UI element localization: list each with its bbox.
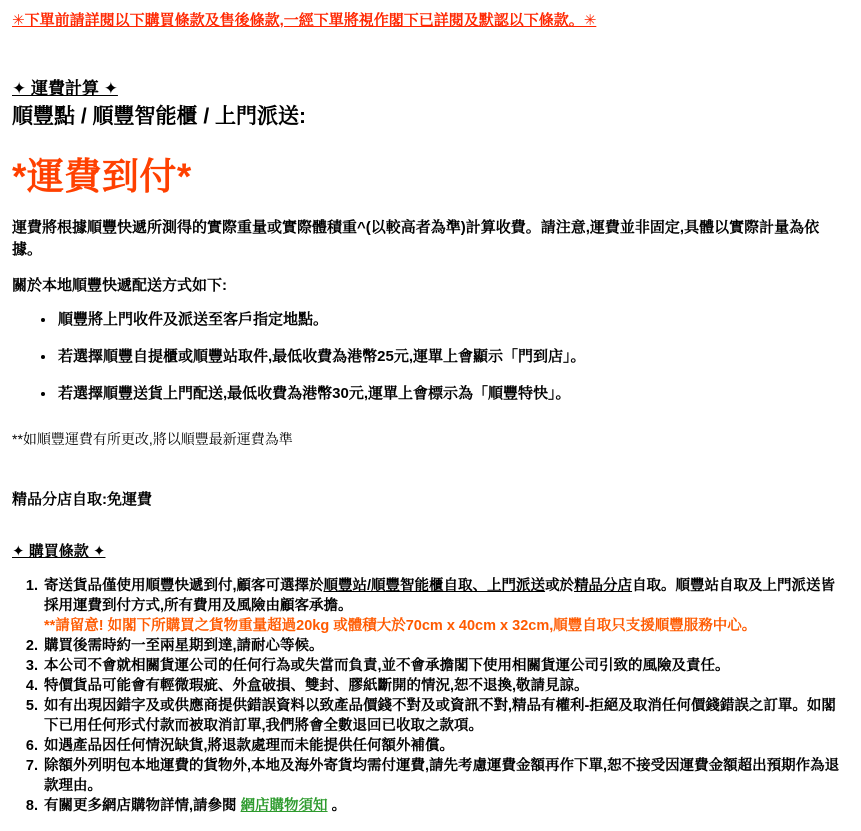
term-item-freight-refund: 7. 除額外列明包本地運費的貨物外,本地及海外寄貨均需付運費,請先考慮運費金額再作下單,恕不接受因運費金額超出預期作為退款理由。 xyxy=(42,756,845,796)
term-text-underlined: 順豐站/順豐智能櫃自取、上門派送 xyxy=(323,577,546,594)
term-text: 自取。順豐站自取及上門派送皆採用運費到付方式,所有費用及風險由顧客承擔。 xyxy=(44,577,836,614)
delivery-option-home-delivery: • 若選擇順豐送貨上門配送,最低收費為港幣30元,運單上會標示為「順豐特快」。 xyxy=(56,383,845,404)
term-item-discounted-goods: 4. 特價貨品可能會有輕微瑕疵、外盒破損、雙封、膠紙斷開的情況,恕不退換,敬請見諒。 xyxy=(42,676,845,696)
store-shopping-guide-link[interactable]: 網店購物須知 xyxy=(240,797,328,814)
term-item-out-of-stock: 6. 如遇產品因任何情況缺貨,將退款處理而未能提供任何額外補償。 xyxy=(42,736,845,756)
local-delivery-intro: 關於本地順豐快遞配送方式如下: xyxy=(12,276,227,294)
delivery-options-list xyxy=(12,309,845,404)
term-item-delivery-time: 2. 購買後需時約一至兩星期到達,請耐心等候。 xyxy=(42,636,845,656)
delivery-option-door-pickup: • 順豐將上門收件及派送至客戶指定地點。 xyxy=(56,309,845,330)
purchase-terms-heading: ✦ 購買條款 ✦ xyxy=(12,542,106,560)
pre-order-notice: ✳下單前請詳閱以下購買條款及售後條款,一經下單將視作閣下已詳閱及默認以下條款。✳ xyxy=(12,12,597,29)
term-text-underlined: 精品分店 xyxy=(574,577,633,594)
sf-delivery-subheading: 順豐點 / 順豐智能櫃 / 上門派送: xyxy=(12,105,306,129)
delivery-option-locker-station: • 若選擇順豐自提櫃或順豐站取件,最低收費為港幣25元,運單上會顯示「門到店」。 xyxy=(56,346,845,367)
oversize-warning: **請留意! 如閣下所購買之貨物重量超過20kg 或體積大於70cm x 40cm x 32cm,順豐自取只支援順豐服務中心。 xyxy=(44,617,757,634)
term-text: 寄送貨品僅使用順豐快遞到付,顧客可選擇於 xyxy=(44,577,324,594)
term-item-shipping-options xyxy=(42,576,845,636)
freight-calc-description: 運費將根據順豐快遞所測得的實際重量或實際體積重^(以較高者為準)計算收費。請注意,運費並非固定,具體以實際計量為依據。 xyxy=(12,218,820,258)
purchase-terms-list xyxy=(12,576,845,816)
term-item-courier-liability: 3. 本公司不會就相關貨運公司的任何行為或失當而負責,並不會承擔閣下使用相關貨運公司引致的風險及責任。 xyxy=(42,656,845,676)
boutique-pickup-note: 精品分店自取:免運費 xyxy=(12,490,152,508)
freight-update-note: **如順豐運費有所更改,將以順豐最新運費為準 xyxy=(12,430,293,447)
term-item-pricing-errors: 5. 如有出現因錯字及或供應商提供錯誤資料以致產品價錢不對及或資訊不對,精品有權利-拒絕及取消任何價錢錯誤之訂單。如閣下已用任何形式付款而被取消訂單,我們將會全數退回已收取之款項。 xyxy=(42,696,845,736)
freight-collect-title: *運費到付* xyxy=(12,156,192,198)
shipping-calc-heading: ✦ 運費計算 ✦ xyxy=(12,78,118,98)
term-text: 。 xyxy=(327,797,347,814)
term-item-more-info xyxy=(42,796,845,816)
term-text: 有關更多網店購物詳情,請參閱 xyxy=(44,797,241,814)
term-text: 或於 xyxy=(545,577,575,594)
